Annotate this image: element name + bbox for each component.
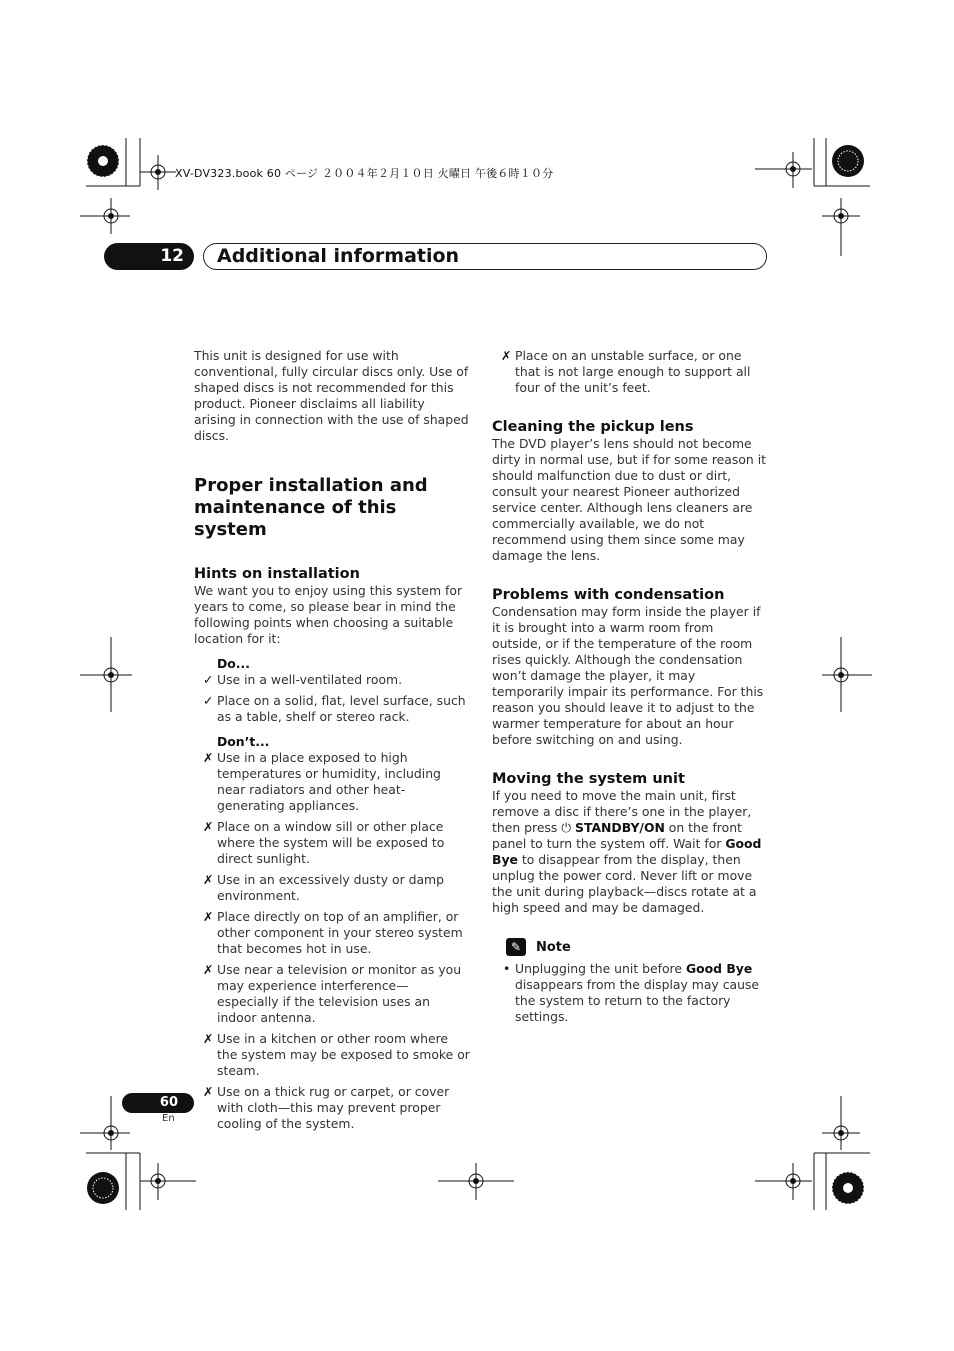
dont-label: Don’t...	[217, 734, 270, 749]
condensation-heading: Problems with condensation	[492, 587, 725, 603]
dont-list	[194, 750, 470, 1132]
check-icon: ✓	[203, 693, 214, 708]
note-pencil-icon: ✎	[506, 938, 526, 956]
list-item: ✗ Use in a place exposed to high temperatures or humidity, including near radiators and other heat-generating appliances.	[203, 750, 441, 813]
list-item: ✗ Use near a television or monitor as you may experience interference—especially if the television uses an indoor antenna.	[203, 962, 462, 1025]
condensation-paragraph: Condensation may form inside the player if it is brought into a warm room from outside, or if the temperature of the room rises quickly. Although the condensation won’t damage the player, it may temporarily impair its performance. For this reason you should leave it to adjust to the warmer temperature for about an hour before switching on and using.	[492, 604, 764, 747]
cross-icon: ✗	[501, 348, 512, 363]
chapter-number-badge: 12	[104, 243, 194, 270]
do-list	[194, 672, 470, 725]
cross-icon: ✗	[203, 750, 214, 765]
list-item: ✓ Use in a well-ventilated room.	[203, 672, 403, 687]
page-number: 60	[122, 1093, 194, 1113]
list-item: ✗ Use in a kitchen or other room where the system may be exposed to smoke or steam.	[203, 1031, 470, 1078]
left-column	[194, 348, 470, 1132]
dont-list-continued	[492, 348, 766, 396]
list-item: ✗ Use on a thick rug or carpet, or cover with cloth—this may prevent proper cooling of the system.	[203, 1084, 450, 1131]
list-item: ✗ Use in an excessively dusty or damp environment.	[203, 872, 444, 903]
cross-icon: ✗	[203, 962, 214, 977]
shaped-discs-paragraph: This unit is designed for use with conventional, fully circular discs only. Use of shaped discs is not recommended for this product. Pioneer disclaims all liability arising in connection with the use of shaped discs.	[194, 348, 469, 443]
language-code: En	[162, 1113, 175, 1124]
chapter-title: Additional information	[203, 243, 767, 270]
list-item: • Unplugging the unit before Good Bye disappears from the display may cause the system to return to the factory settings.	[503, 961, 760, 1024]
moving-paragraph: If you need to move the main unit, first remove a disc if there’s one in the player, then press ⏻ STANDBY/ON on the front panel to turn the system off. Wait for Good Bye to disappear from the display, then unplug the power cord. Never lift or move the unit during playback—discs rotate at a high speed and may be damaged.	[492, 788, 762, 915]
cross-icon: ✗	[203, 1031, 214, 1046]
print-file-header: XV-DV323.book 60 ページ ２００４年２月１０日 火曜日 午後６時１０分	[175, 167, 554, 180]
good-bye-label: Good Bye	[685, 961, 753, 976]
section-heading: Proper installation and maintenance of this system	[194, 475, 428, 540]
standby-on-label: STANDBY/ON	[575, 820, 665, 835]
list-item: ✗ Place on a window sill or other place where the system will be exposed to direct sunlight.	[203, 819, 445, 866]
check-icon: ✓	[203, 672, 214, 687]
list-item: ✓ Place on a solid, flat, level surface, such as a table, shelf or stereo rack.	[203, 693, 466, 724]
cleaning-paragraph: The DVD player’s lens should not become dirty in normal use, but if for some reason it should malfunction due to dust or dirt, consult your nearest Pioneer authorized service center. Although lens cleaners are commercially available, we do not recommend using them since some may damage the lens.	[492, 436, 766, 563]
good-bye-label: Good Bye	[492, 836, 762, 867]
do-label: Do...	[217, 656, 250, 671]
cross-icon: ✗	[203, 909, 214, 924]
note-list	[492, 961, 766, 1025]
note-label: Note	[535, 939, 571, 955]
cross-icon: ✗	[203, 872, 214, 887]
right-column	[492, 348, 766, 1025]
list-item: ✗ Place directly on top of an amplifier, or other component in your stereo system that becomes hot in use.	[203, 909, 463, 956]
cleaning-heading: Cleaning the pickup lens	[492, 419, 694, 435]
cross-icon: ✗	[203, 819, 214, 834]
cross-icon: ✗	[203, 1084, 214, 1099]
hints-heading: Hints on installation	[194, 566, 360, 582]
note-header	[492, 938, 766, 956]
bullet-icon: •	[503, 961, 511, 976]
hints-intro: We want you to enjoy using this system for years to come, so please bear in mind the following points when choosing a suitable location for it:	[194, 583, 463, 646]
list-item: ✗ Place on an unstable surface, or one that is not large enough to support all four of the unit’s feet.	[501, 348, 751, 395]
moving-heading: Moving the system unit	[492, 771, 685, 787]
